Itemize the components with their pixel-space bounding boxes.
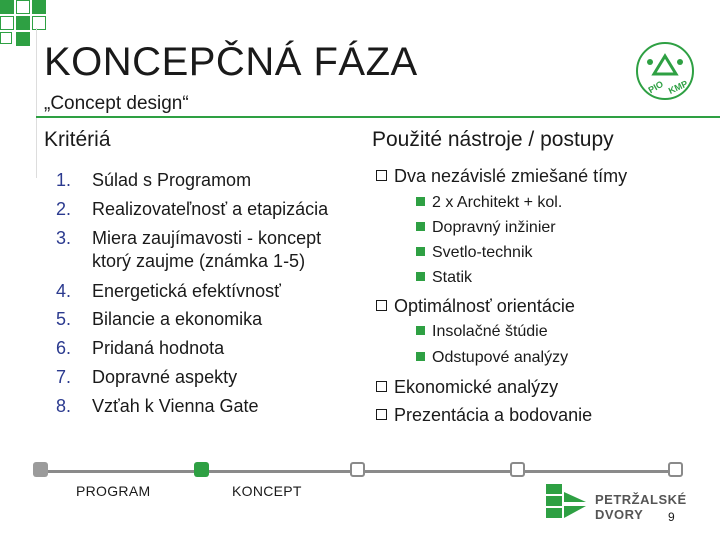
criteria-item-number: 4.	[56, 281, 72, 301]
green-square-bullet-icon	[416, 272, 425, 281]
timeline-node[interactable]	[668, 462, 683, 477]
tools-subitem	[416, 219, 556, 237]
tools-subitem-text: Insolačné štúdie	[432, 323, 548, 340]
criteria-item-number: 2.	[56, 199, 72, 219]
green-square-bullet-icon	[416, 326, 425, 335]
brand-line-1: PETRŽALSKÉ	[595, 492, 687, 507]
criteria-item-text: Bilancie a ekonomika	[92, 309, 263, 329]
tools-item-text: Prezentácia a bodovanie	[394, 405, 593, 425]
criteria-item-text: Súlad s Programom	[92, 170, 252, 190]
pio-kmp-logo	[634, 40, 696, 102]
criteria-item-number: 6.	[56, 338, 72, 358]
timeline-label-koncept: KONCEPT	[232, 483, 302, 499]
tools-subitem	[416, 323, 548, 341]
green-square-bullet-icon	[416, 222, 425, 231]
criteria-item-text: Energetická efektívnosť	[92, 281, 281, 301]
tools-subitem-text: Odstupové analýzy	[432, 349, 569, 366]
hollow-square-bullet-icon	[376, 409, 387, 420]
timeline-node[interactable]	[350, 462, 365, 477]
decor-square	[0, 16, 14, 30]
criteria-item-text: Vzťah k Vienna Gate	[92, 396, 259, 416]
green-square-bullet-icon	[416, 247, 425, 256]
tools-item-text: Ekonomické analýzy	[394, 377, 559, 397]
tools-heading: Použité nástroje / postupy	[372, 128, 614, 151]
criteria-item-number: 8.	[56, 396, 72, 416]
title-divider	[36, 116, 720, 118]
tools-subitem-text: 2 x Architekt + kol.	[432, 194, 563, 211]
tools-subitem-text: Dopravný inžinier	[432, 219, 556, 236]
decor-square	[0, 0, 14, 14]
criteria-item-number: 1.	[56, 170, 72, 190]
timeline-node[interactable]	[510, 462, 525, 477]
logo-text-left: PIO	[646, 78, 665, 96]
page-number: 9	[668, 510, 675, 524]
tools-item-text: Optimálnosť orientácie	[394, 296, 575, 316]
tools-subitem	[416, 244, 533, 262]
green-square-bullet-icon	[416, 197, 425, 206]
tools-subitem-text: Svetlo-technik	[432, 244, 533, 261]
tools-subitem	[416, 349, 568, 367]
tools-item	[376, 405, 592, 426]
logo-dot-icon	[647, 59, 653, 65]
brand-line-2: DVORY	[595, 507, 644, 522]
timeline-label-program: PROGRAM	[76, 483, 151, 499]
logo-dot-icon	[677, 59, 683, 65]
criteria-heading: Kritériá	[44, 128, 111, 151]
decor-square	[16, 32, 30, 46]
tools-item	[376, 166, 627, 187]
page-subtitle: „Concept design“	[44, 93, 189, 114]
green-square-bullet-icon	[416, 352, 425, 361]
logo-ring	[637, 43, 693, 99]
timeline-node-program[interactable]	[33, 462, 48, 477]
decor-square	[32, 16, 46, 30]
criteria-item-text: Miera zaujímavosti - koncept	[92, 228, 322, 248]
hollow-square-bullet-icon	[376, 300, 387, 311]
tools-subitem	[416, 194, 562, 212]
decor-square	[16, 0, 30, 14]
hollow-square-bullet-icon	[376, 170, 387, 181]
tools-subitem-text: Statik	[432, 269, 473, 286]
tools-item	[376, 296, 575, 317]
criteria-item-text: Realizovateľnosť a etapizácia	[92, 199, 329, 219]
tools-subitem	[416, 269, 472, 287]
criteria-item-number: 7.	[56, 367, 72, 387]
tools-item	[376, 377, 558, 398]
vertical-divider	[36, 28, 37, 178]
criteria-item-text: Pridaná hodnota	[92, 338, 225, 358]
hollow-square-bullet-icon	[376, 381, 387, 392]
criteria-item-number: 5.	[56, 309, 72, 329]
criteria-item-text: ktorý zaujme (známka 1-5)	[92, 251, 306, 271]
criteria-item-number: 3.	[56, 228, 72, 248]
timeline-node-koncept[interactable]	[194, 462, 209, 477]
petrzalske-dvory-logo-icon	[546, 484, 590, 528]
decor-square	[32, 0, 46, 14]
decor-square	[16, 16, 30, 30]
page-title: KONCEPČNÁ FÁZA	[44, 40, 418, 84]
decor-square	[0, 32, 12, 44]
logo-text-right: KMP	[666, 78, 690, 96]
tools-item-text: Dva nezávislé zmiešané tímy	[394, 166, 628, 186]
criteria-item-text: Dopravné aspekty	[92, 367, 238, 387]
